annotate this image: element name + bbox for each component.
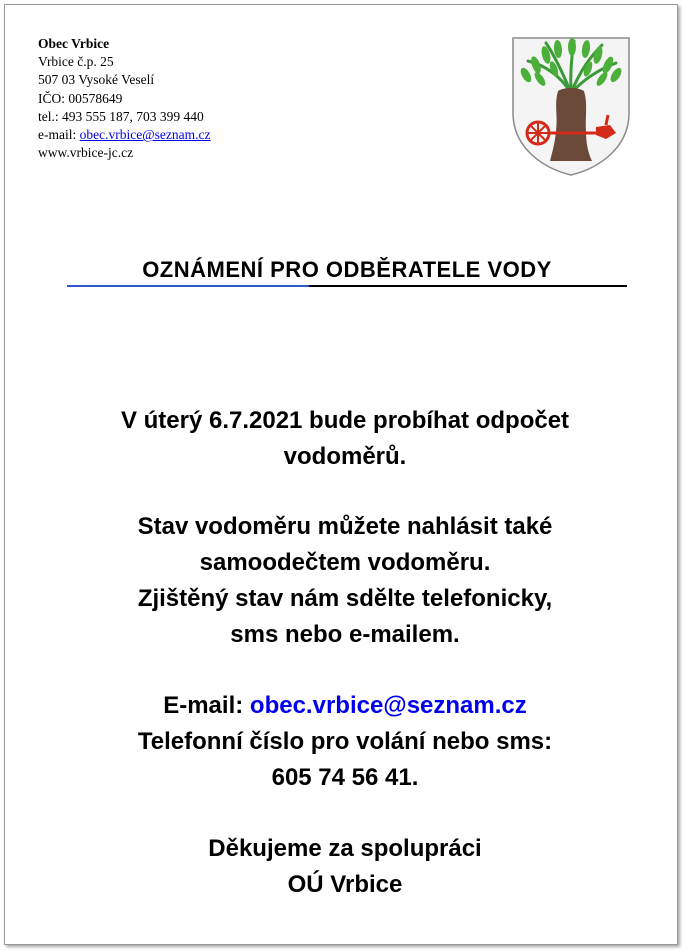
announcement-email-link[interactable]: obec.vrbice@seznam.cz bbox=[249, 692, 527, 719]
org-name: Obec Vrbice bbox=[38, 36, 110, 51]
address-line1: Vrbice č.p. 25 bbox=[38, 54, 114, 70]
email-label: E-mail: bbox=[163, 692, 250, 719]
address-line2: 507 03 Vysoké Veselí bbox=[38, 72, 155, 88]
announcement-line2: vodoměrů. bbox=[283, 443, 407, 470]
announcement-line3: Stav vodoměru můžete nahlásit také bbox=[137, 513, 553, 540]
phone-number: 605 74 56 41. bbox=[271, 764, 419, 791]
phone-label: Telefonní číslo pro volání nebo sms: bbox=[137, 728, 553, 755]
email-label: e-mail: bbox=[38, 127, 80, 143]
letterhead bbox=[38, 35, 210, 162]
announcement-line5: Zjištěný stav nám sdělte telefonicky, bbox=[137, 585, 553, 612]
announcement bbox=[25, 403, 665, 903]
email-row bbox=[38, 126, 210, 144]
page-title bbox=[67, 255, 627, 287]
ico: IČO: 00578649 bbox=[38, 90, 123, 106]
title-text: OZNÁMENÍ PRO ODBĚRATELE VODY bbox=[142, 257, 552, 282]
title-underline-accent bbox=[67, 285, 309, 287]
announcement-line1: V úterý 6.7.2021 bude probíhat odpočet bbox=[120, 407, 570, 434]
coat-of-arms-icon bbox=[510, 35, 632, 177]
thanks: Děkujeme za spolupráci bbox=[208, 835, 482, 862]
email-line bbox=[25, 688, 665, 724]
signature: OÚ Vrbice bbox=[287, 871, 403, 898]
email-link[interactable]: obec.vrbice@seznam.cz bbox=[79, 127, 211, 143]
announcement-line6: sms nebo e-mailem. bbox=[230, 621, 460, 648]
announcement-line4: samoodečtem vodoměru. bbox=[199, 549, 491, 576]
website: www.vrbice-jc.cz bbox=[38, 145, 134, 161]
document-page bbox=[4, 4, 678, 945]
phone: tel.: 493 555 187, 703 399 440 bbox=[38, 108, 204, 124]
